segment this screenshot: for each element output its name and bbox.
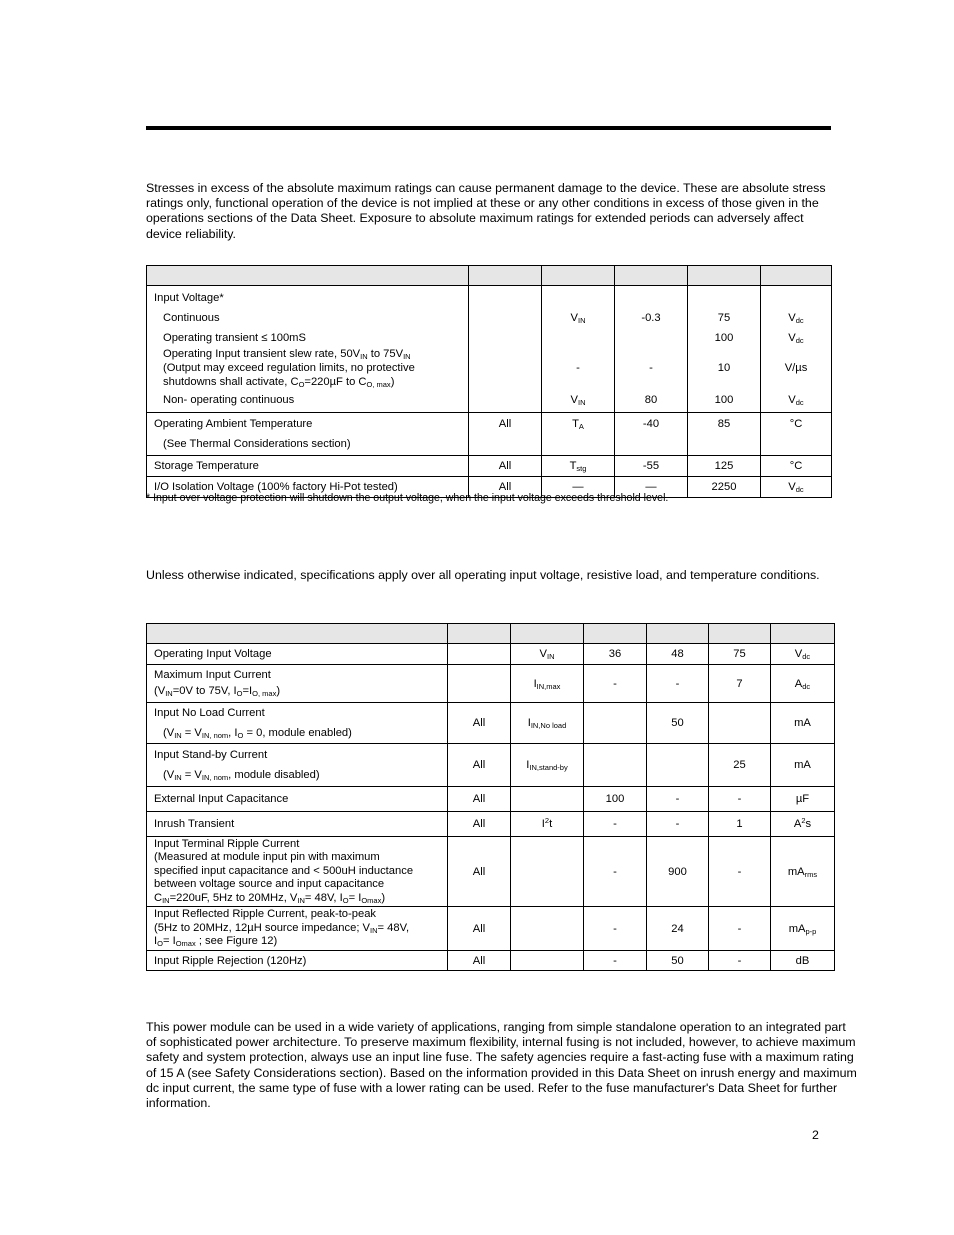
- table-row: External Input Capacitance All 100 - - µF: [147, 787, 835, 812]
- param-condition: ($V_{IN} = V_{IN, nom}$, $I_O = 0$, module enabled): [163, 727, 352, 740]
- table-row: I/O Isolation Voltage (100% factory Hi-Pot tested) All — — 2250 $V_{dc}$: [147, 477, 832, 498]
- param-label: Input Voltage*: [154, 292, 224, 304]
- table-row: Input Ripple Rejection (120Hz) All - 50 - dB: [147, 951, 835, 971]
- param-label: Operating Ambient Temperature: [154, 418, 313, 430]
- param-sublabel: (Output may exceed regulation limits, no protective: [163, 362, 415, 374]
- input-specifications-table: [146, 623, 835, 971]
- param-sublabel: Operating Input transient slew rate, $50V_{IN}$ to $75V_{IN}$: [163, 348, 411, 361]
- symbol-cell: $V_{IN}$ - $V_{IN}$: [542, 286, 615, 413]
- param-condition: between voltage source and input capacitance: [154, 878, 385, 891]
- param-label: Operating Input Voltage: [147, 644, 448, 665]
- param-condition: specified input capacitance and < 500uH inductance: [154, 864, 414, 877]
- unit-cell: $V_{dc}$ $V_{dc}$ V/µs $V_{dc}$: [761, 286, 832, 413]
- param-condition: (Measured at module input pin with maximum: [154, 851, 380, 864]
- param-sublabel: shutdowns shall activate, $C_O=220\mu F$ to $C_{O, max}$): [163, 376, 395, 389]
- param-label: Storage Temperature: [154, 460, 259, 472]
- table-header-row: [147, 624, 835, 644]
- table-row: Operating Ambient Temperature (See Thermal Considerations section) All $T_A$ -40 85 °C: [147, 413, 832, 456]
- param-sublabel: Operating transient ≤ 100mS: [163, 332, 306, 344]
- table-row: Input Stand-by Current ($V_{IN} = V_{IN, nom}$, module disabled) All $I_{IN,stand-by}$ 25 mA: [147, 744, 835, 787]
- table-row: Operating Input Voltage $V_{IN}$ 36 48 75 $V_{dc}$: [147, 644, 835, 665]
- absolute-max-ratings-table: [146, 265, 832, 498]
- page-number: 2: [812, 1128, 819, 1142]
- max-cell: 75 100 10 100: [688, 286, 761, 413]
- table-row: Inrush Transient All $I^2t$ - - 1 $A^2s$: [147, 812, 835, 837]
- param-label: Maximum Input Current: [154, 668, 271, 681]
- param-sublabel: (See Thermal Considerations section): [163, 438, 351, 450]
- param-label: Input Terminal Ripple Current: [154, 837, 300, 850]
- table-row: Input Terminal Ripple Current (Measured at module input pin with maximum specified input capacitance and < 500uH inductance between voltage source and input capacitance $C_{IN}=220uF$, 5Hz to 20MHz, $V_{IN}= 48V$, $I_O= I_{Omax}$) All - 900 - $mA_{rms}$: [147, 837, 835, 907]
- table-row: [147, 286, 832, 413]
- param-label: Inrush Transient: [147, 812, 448, 837]
- input-fusing-paragraph: This power module can be used in a wide variety of applications, ranging from simple standalone operation to an integrated part of sophisticated power architecture. To preserve maximum flexibility, internal fusing is not included, however, to achieve maximum safety and system protection, always use an input line fuse. The safety agencies require a fast-acting fuse with a maximum rating of 15 A (see Safety Considerations section). Based on the information provided in this Data Sheet on inrush energy and maximum dc input current, the same type of fuse with a lower rating can be used. Refer to the fuse manufacturer's Data Sheet for further information.: [146, 1020, 857, 1111]
- param-condition: ($V_{IN} = V_{IN, nom}$, module disabled): [163, 769, 320, 782]
- table-row: Input Reflected Ripple Current, peak-to-peak (5Hz to 20MHz, 12µH source impedance; $V_{IN}= 48V$, $I_O= I_{Omax}$ ; see Figure 12) All - 24 - $mA_{p-p}$: [147, 907, 835, 951]
- param-label: Input Stand-by Current: [154, 749, 268, 761]
- param-condition: ($V_{IN}=0V$ to 75V, $I_O=I_{O, max}$): [154, 684, 281, 698]
- table-row: Input No Load Current ($V_{IN} = V_{IN, nom}$, $I_O = 0$, module enabled) All $I_{IN,No load}$ 50 mA: [147, 703, 835, 744]
- table-row: Maximum Input Current ($V_{IN}=0V$ to 75V, $I_O=I_{O, max}$) $I_{IN,max}$ - - 7 $A_{dc}$: [147, 665, 835, 703]
- table-footnote: * Input over voltage protection will shutdown the output voltage, when the input voltage exceeds threshold level.: [146, 492, 669, 504]
- param-condition: (5Hz to 20MHz, 12µH source impedance; $V_{IN}= 48V$,: [154, 921, 410, 935]
- param-label: Input Reflected Ripple Current, peak-to-peak: [154, 908, 377, 921]
- min-cell: -0.3 - 80: [615, 286, 688, 413]
- param-label: External Input Capacitance: [147, 787, 448, 812]
- param-sublabel: Continuous: [163, 312, 220, 324]
- electrical-spec-intro: Unless otherwise indicated, specifications apply over all operating input voltage, resistive load, and temperature conditions.: [146, 568, 820, 582]
- param-label: Input No Load Current: [154, 707, 265, 719]
- param-label: Input Ripple Rejection (120Hz): [147, 951, 448, 971]
- param-condition: $C_{IN}=220uF$, 5Hz to 20MHz, $V_{IN}= 48V$, $I_O= I_{Omax}$): [154, 891, 386, 905]
- absolute-max-intro: Stresses in excess of the absolute maximum ratings can cause permanent damage to the device. These are absolute stress ratings only, functional operation of the device is not implied at these or any other conditions in excess of those given in the operations sections of the Data Sheet. Exposure to absolute maximum ratings for extended periods can adversely affect device reliability.: [146, 181, 826, 241]
- table-header-row: [147, 266, 832, 286]
- table-row: Storage Temperature All $T_{stg}$ -55 125 °C: [147, 456, 832, 477]
- param-sublabel: Non- operating continuous: [163, 394, 295, 406]
- device-cell: [469, 286, 542, 413]
- param-condition: $I_O= I_{Omax}$ ; see Figure 12): [154, 935, 278, 949]
- param-label: I/O Isolation Voltage (100% factory Hi-Pot tested): [154, 481, 398, 493]
- header-rule: [146, 126, 831, 130]
